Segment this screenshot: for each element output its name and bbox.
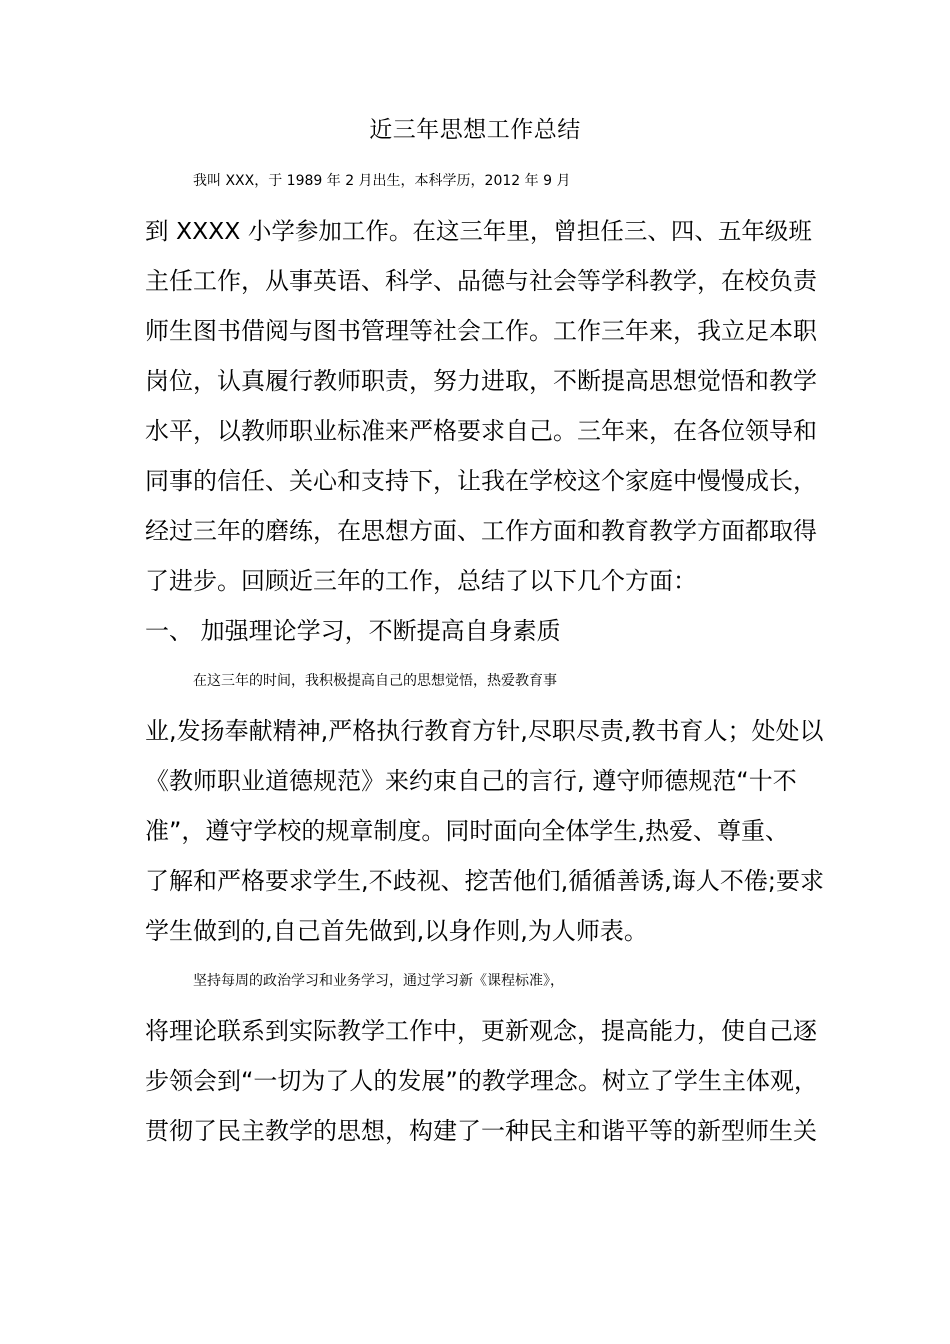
text-line: 我叫 XXX，于 1989 年 2 月出生，本科学历，2012 年 9 月 <box>193 173 571 189</box>
text-line: 步领会到“一切为了人的发展”的教学理念。树立了学生主体观， <box>145 1067 818 1095</box>
text-line: 了进步。回顾近三年的工作，总结了以下几个方面： <box>145 567 697 595</box>
text-line: 岗位，认真履行教师职责，努力进取，不断提高思想觉悟和教学 <box>145 367 817 395</box>
text-line: 经过三年的磨练，在思想方面、工作方面和教育教学方面都取得 <box>145 517 817 545</box>
text-line: 同事的信任、关心和支持下，让我在学校这个家庭中慢慢成长， <box>145 467 817 495</box>
text-line: 将理论联系到实际教学工作中，更新观念，提高能力，使自己逐 <box>145 1017 817 1045</box>
text-line: 《教师职业道德规范》来约束自己的言行, 遵守师德规范“十不 <box>145 767 797 795</box>
text-line: 业,发扬奉献精神,严格执行教育方针,尽职尽责,教书育人；处处以 <box>145 717 824 745</box>
text-line: 坚持每周的政治学习和业务学习，通过学习新《课程标准》， <box>193 973 564 989</box>
text-line: 准”，遵守学校的规章制度。同时面向全体学生,热爱、尊重、 <box>145 817 790 845</box>
text-line: 水平，以教师职业标准来严格要求自己。三年来，在各位领导和 <box>145 417 817 445</box>
text-line: 师生图书借阅与图书管理等社会工作。工作三年来，我立足本职 <box>145 317 817 345</box>
text-line: 了解和严格要求学生,不歧视、挖苦他们,循循善诱,诲人不倦;要求 <box>145 867 824 895</box>
document-title: 近三年思想工作总结 <box>369 117 581 143</box>
text-line: 学生做到的,自己首先做到,以身作则,为人师表。 <box>145 917 648 945</box>
text-line: 在这三年的时间，我积极提高自己的思想觉悟，热爱教育事 <box>193 673 557 689</box>
text-line: 主任工作，从事英语、科学、品德与社会等学科教学，在校负责 <box>145 267 817 295</box>
section-heading: 一、 加强理论学习，不断提高自身素质 <box>145 617 561 645</box>
text-line: 贯彻了民主教学的思想，构建了一种民主和谐平等的新型师生关 <box>145 1117 817 1145</box>
text-line: 到 XXXX 小学参加工作。在这三年里，曾担任三、四、五年级班 <box>145 217 812 245</box>
